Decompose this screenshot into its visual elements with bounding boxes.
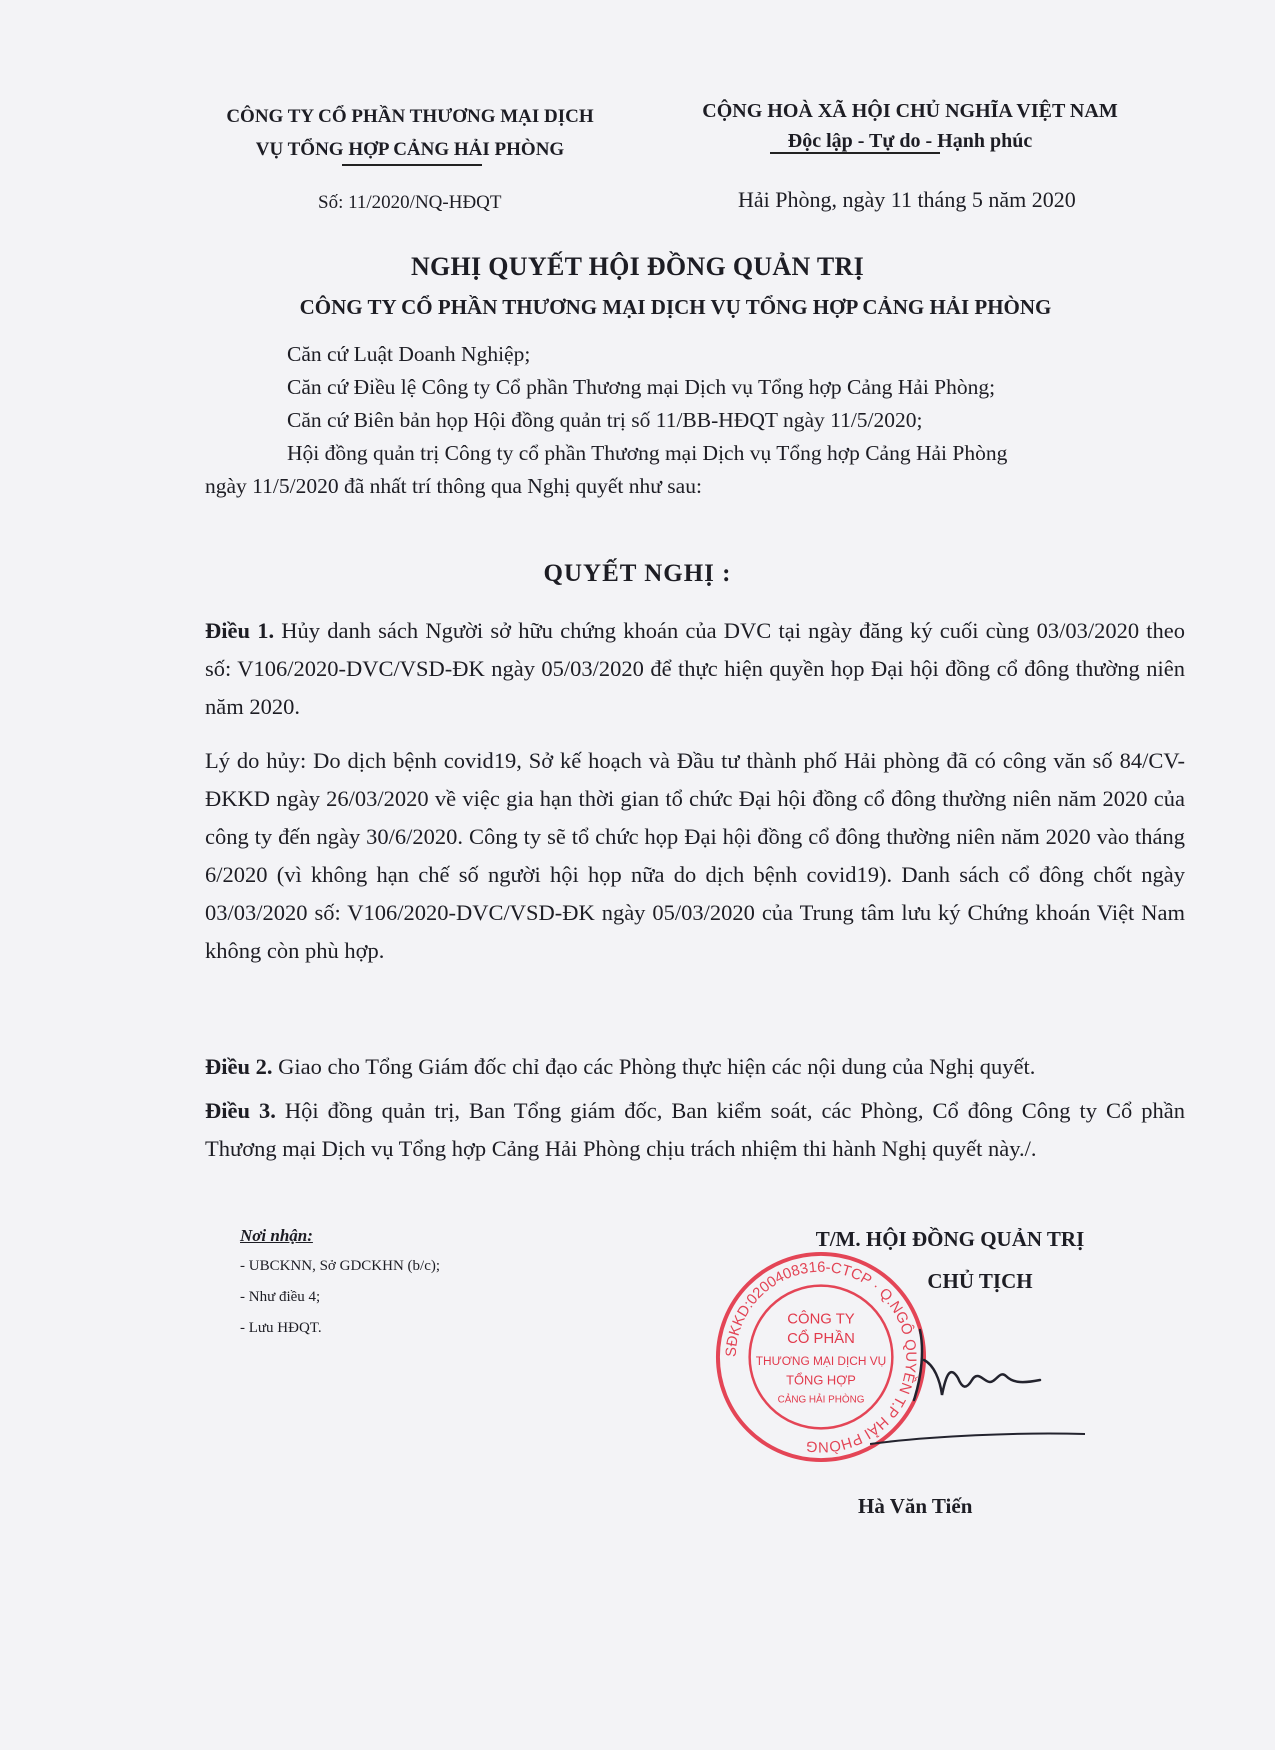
document-title: NGHỊ QUYẾT HỘI ĐỒNG QUẢN TRỊ: [410, 252, 865, 281]
signer-name: Hà Văn Tiến: [858, 1494, 973, 1518]
national-header: [665, 96, 1155, 156]
article-2: [205, 1048, 1185, 1086]
cancellation-reason: Lý do hủy: Do dịch bệnh covid19, Sở kế hoạch và Đầu tư thành phố Hải phòng đã có công văn số 84/CV-ĐKKD ngày 26/03/2020 về việc gia hạn thời gian tổ chức Đại hội đồng cổ đông thường niên năm 2020 của công ty đến ngày 30/6/2020. Công ty sẽ tổ chức họp Đại hội đồng cổ đông thường niên năm 2020 vào tháng 6/2020 (vì không hạn chế số người hội họp nữa do dịch bệnh covid19). Danh sách cổ đông chốt ngày 03/03/2020 số: V106/2020-DVC/VSD-ĐK ngày 05/03/2020 của Trung tâm lưu ký Chứng khoán Việt Nam không còn phù hợp.: [205, 748, 1185, 963]
article-3: [205, 1092, 1185, 1168]
seal-line: THƯƠNG MẠI DỊCH VỤ: [755, 1353, 887, 1368]
chairman-title: CHỦ TỊCH: [927, 1269, 1033, 1293]
recipients-title: Nơi nhận:: [240, 1226, 313, 1245]
article-3-text: Hội đồng quản trị, Ban Tổng giám đốc, Ban kiểm soát, các Phòng, Cổ đông Công ty Cổ phần Thương mại Dịch vụ Tổng hợp Cảng Hải Phòng chịu trách nhiệm thi hành Nghị quyết này./.: [205, 1098, 1186, 1161]
legal-basis-2: Căn cứ Điều lệ Công ty Cổ phần Thương mại Dịch vụ Tổng hợp Cảng Hải Phòng;: [287, 375, 996, 399]
recipient-item: - Như điều 4;: [240, 1289, 321, 1305]
recipient-item: - UBCKNN, Sở GDCKHN (b/c);: [240, 1258, 441, 1274]
document-date: Hải Phòng, ngày 11 tháng 5 năm 2020: [738, 187, 1076, 212]
motto-underline: [770, 152, 940, 154]
legal-basis-1: Căn cứ Luật Doanh Nghiệp;: [287, 342, 531, 366]
preamble-line2: ngày 11/5/2020 đã nhất trí thông qua Nghị quyết như sau:: [205, 474, 702, 498]
seal-line: CỔ PHẦN: [787, 1331, 855, 1348]
article-1-text: Hủy danh sách Người sở hữu chứng khoán của DVC tại ngày đăng ký cuối cùng 03/03/2020 theo số: V106/2020-DVC/VSD-ĐK ngày 05/03/2020 để thực hiện quyền họp Đại hội đồng cổ đông thường niên năm 2020.: [205, 618, 1186, 719]
article-1: [205, 612, 1185, 726]
signature-stroke: [870, 1428, 1085, 1448]
company-underline: [342, 164, 482, 166]
seal-line: TỔNG HỢP: [786, 1372, 856, 1388]
document-subtitle: CÔNG TY CỔ PHẦN THƯƠNG MẠI DỊCH VỤ TỔNG HỢP CẢNG HẢI PHÒNG: [299, 295, 1052, 319]
seal-line: CÔNG TY: [787, 1311, 855, 1328]
article-2-text: Giao cho Tổng Giám đốc chỉ đạo các Phòng thực hiện các nội dung của Nghị quyết.: [278, 1054, 1036, 1079]
resolution-heading: QUYẾT NGHỊ :: [543, 560, 732, 587]
article-2-label: Điều 2.: [205, 1054, 273, 1079]
nation-name: CỘNG HOÀ XÃ HỘI CHỦ NGHĨA VIỆT NAM: [702, 100, 1118, 122]
company-header: [200, 100, 620, 166]
seal-ring-text: SĐKKD:0200408316-CTCP · Q.NGÔ QUYỀN T.P HẢI PHÒNG: [723, 1259, 919, 1455]
legal-basis-3: Căn cứ Biên bản họp Hội đồng quản trị số 11/BB-HĐQT ngày 11/5/2020;: [287, 408, 923, 432]
recipient-item: - Lưu HĐQT.: [240, 1320, 322, 1336]
article-3-label: Điều 3.: [205, 1098, 276, 1123]
on-behalf-title: T/M. HỘI ĐỒNG QUẢN TRỊ: [815, 1227, 1085, 1251]
document-number: Số: 11/2020/NQ-HĐQT: [318, 192, 502, 213]
company-name-line2: VỤ TỔNG HỢP CẢNG HẢI PHÒNG: [255, 139, 565, 160]
recipients-block: [240, 1220, 440, 1344]
national-motto: Độc lập - Tự do - Hạnh phúc: [787, 130, 1033, 152]
seal-line: CẢNG HẢI PHÒNG: [777, 1394, 865, 1406]
preamble-line1: Hội đồng quản trị Công ty cổ phần Thương mại Dịch vụ Tổng hợp Cảng Hải Phòng: [287, 441, 1008, 465]
article-1-label: Điều 1.: [205, 618, 275, 643]
company-name-line1: CÔNG TY CỔ PHẦN THƯƠNG MẠI DỊCH: [226, 106, 594, 127]
handwritten-signature: [900, 1320, 1050, 1410]
